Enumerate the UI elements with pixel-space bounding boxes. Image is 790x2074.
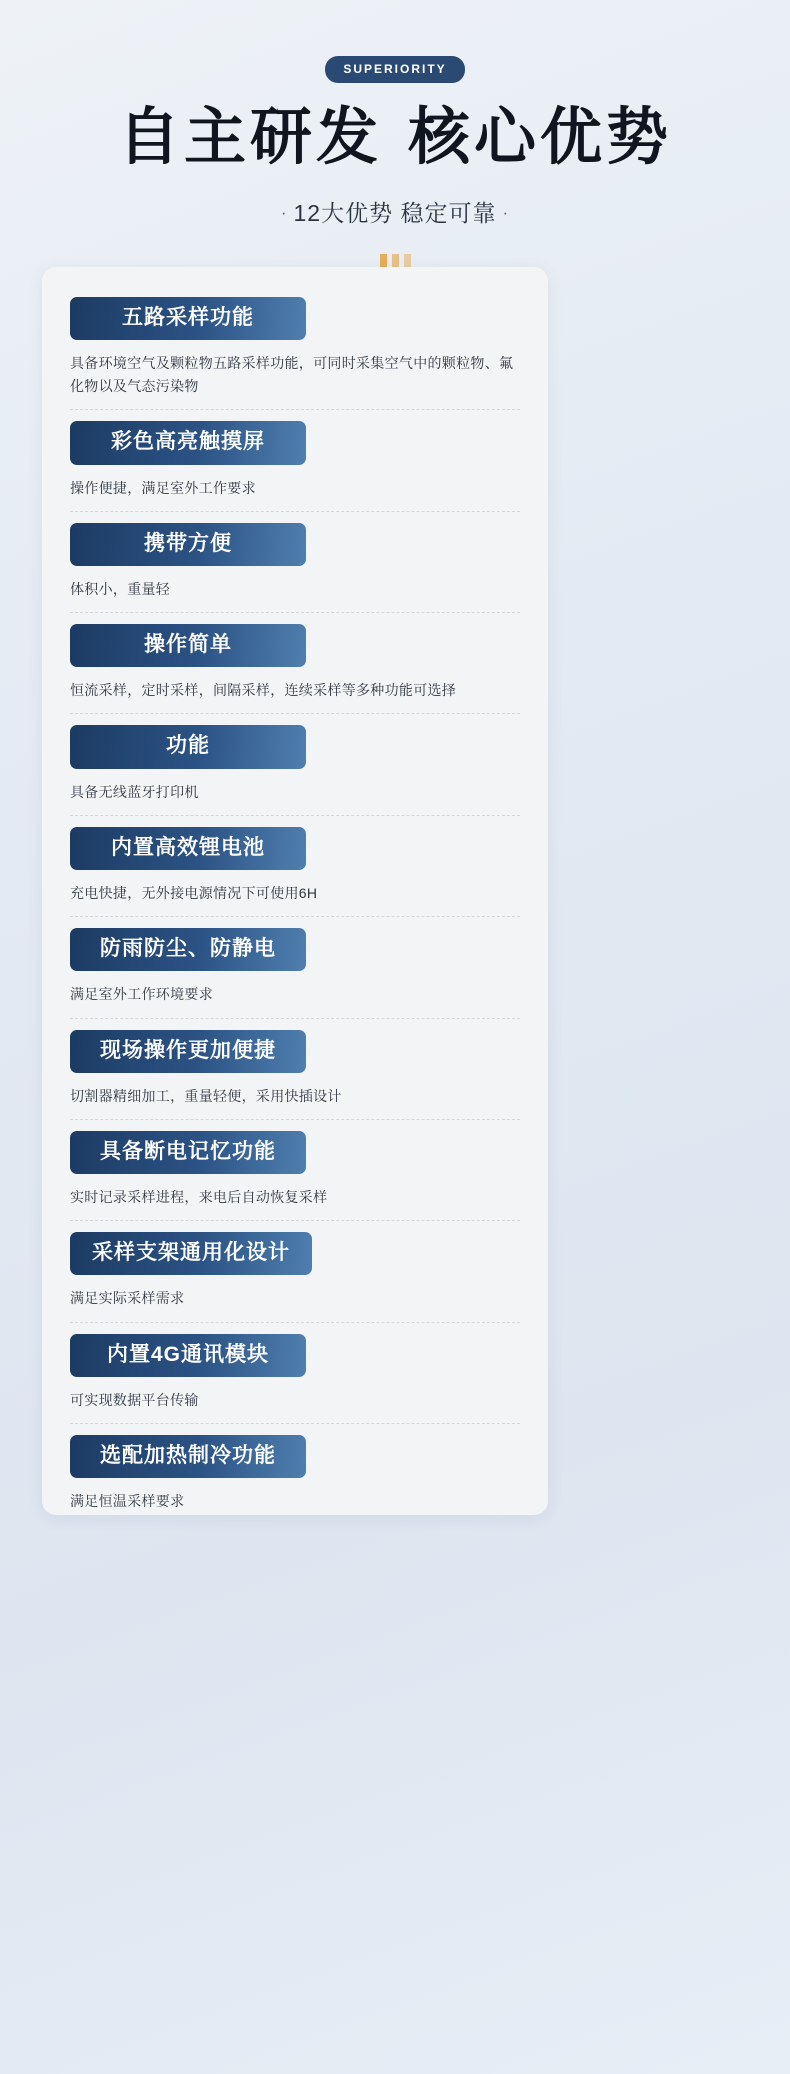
page-title-part1: 自主研发 [117, 100, 382, 173]
list-item [70, 1435, 520, 1524]
list-item [70, 928, 520, 1018]
feature-desc: 充电快捷，无外接电源情况下可使用6H [70, 885, 318, 902]
feature-title: 采样支架通用化设计 [70, 1232, 312, 1275]
feature-desc: 体积小，重量轻 [70, 581, 171, 598]
feature-title: 操作简单 [70, 624, 306, 667]
page-subtitle [0, 195, 790, 228]
feature-desc: 可实现数据平台传输 [70, 1391, 199, 1408]
feature-desc: 满足实际采样需求 [70, 1290, 185, 1307]
list-item [70, 1232, 520, 1322]
feature-title: 现场操作更加便捷 [70, 1030, 306, 1073]
feature-title: 防雨防尘、防静电 [70, 928, 306, 971]
list-item [70, 297, 520, 410]
list-item [70, 624, 520, 714]
feature-title: 内置高效锂电池 [70, 827, 306, 870]
feature-desc: 恒流采样，定时采样，间隔采样，连续采样等多种功能可选择 [70, 682, 457, 699]
features-list [42, 267, 548, 1545]
subtitle-left-dot: · [280, 203, 288, 223]
feature-title: 彩色高亮触摸屏 [70, 421, 306, 464]
page-title-part2: 核心优势 [408, 100, 673, 173]
list-item [70, 421, 520, 511]
feature-desc: 满足室外工作环境要求 [70, 986, 213, 1003]
page-title [0, 100, 790, 173]
feature-title: 具备断电记忆功能 [70, 1131, 306, 1174]
feature-title: 携带方便 [70, 523, 306, 566]
subtitle-text: 12大优势 稳定可靠 [293, 200, 497, 227]
feature-desc: 实时记录采样进程，来电后自动恢复采样 [70, 1189, 328, 1206]
page-header [0, 0, 790, 270]
feature-desc: 具备环境空气及颗粒物五路采样功能，可同时采集空气中的颗粒物、氟化物以及气态污染物 [70, 355, 514, 395]
subtitle-right-dot: · [502, 203, 510, 223]
list-item [70, 827, 520, 917]
list-item [70, 523, 520, 613]
features-card [42, 267, 548, 1515]
list-item [70, 725, 520, 815]
superiority-badge: SUPERIORITY [325, 56, 464, 83]
feature-title: 五路采样功能 [70, 297, 306, 340]
list-item [70, 1030, 520, 1120]
feature-title: 选配加热制冷功能 [70, 1435, 306, 1478]
feature-desc: 具备无线蓝牙打印机 [70, 783, 199, 800]
feature-title: 内置4G通讯模块 [70, 1334, 306, 1377]
list-item [70, 1334, 520, 1424]
feature-desc: 操作便捷，满足室外工作要求 [70, 479, 256, 496]
feature-title: 功能 [70, 725, 306, 768]
feature-desc: 切割器精细加工，重量轻便，采用快插设计 [70, 1087, 342, 1104]
list-item [70, 1131, 520, 1221]
feature-desc: 满足恒温采样要求 [70, 1493, 185, 1510]
